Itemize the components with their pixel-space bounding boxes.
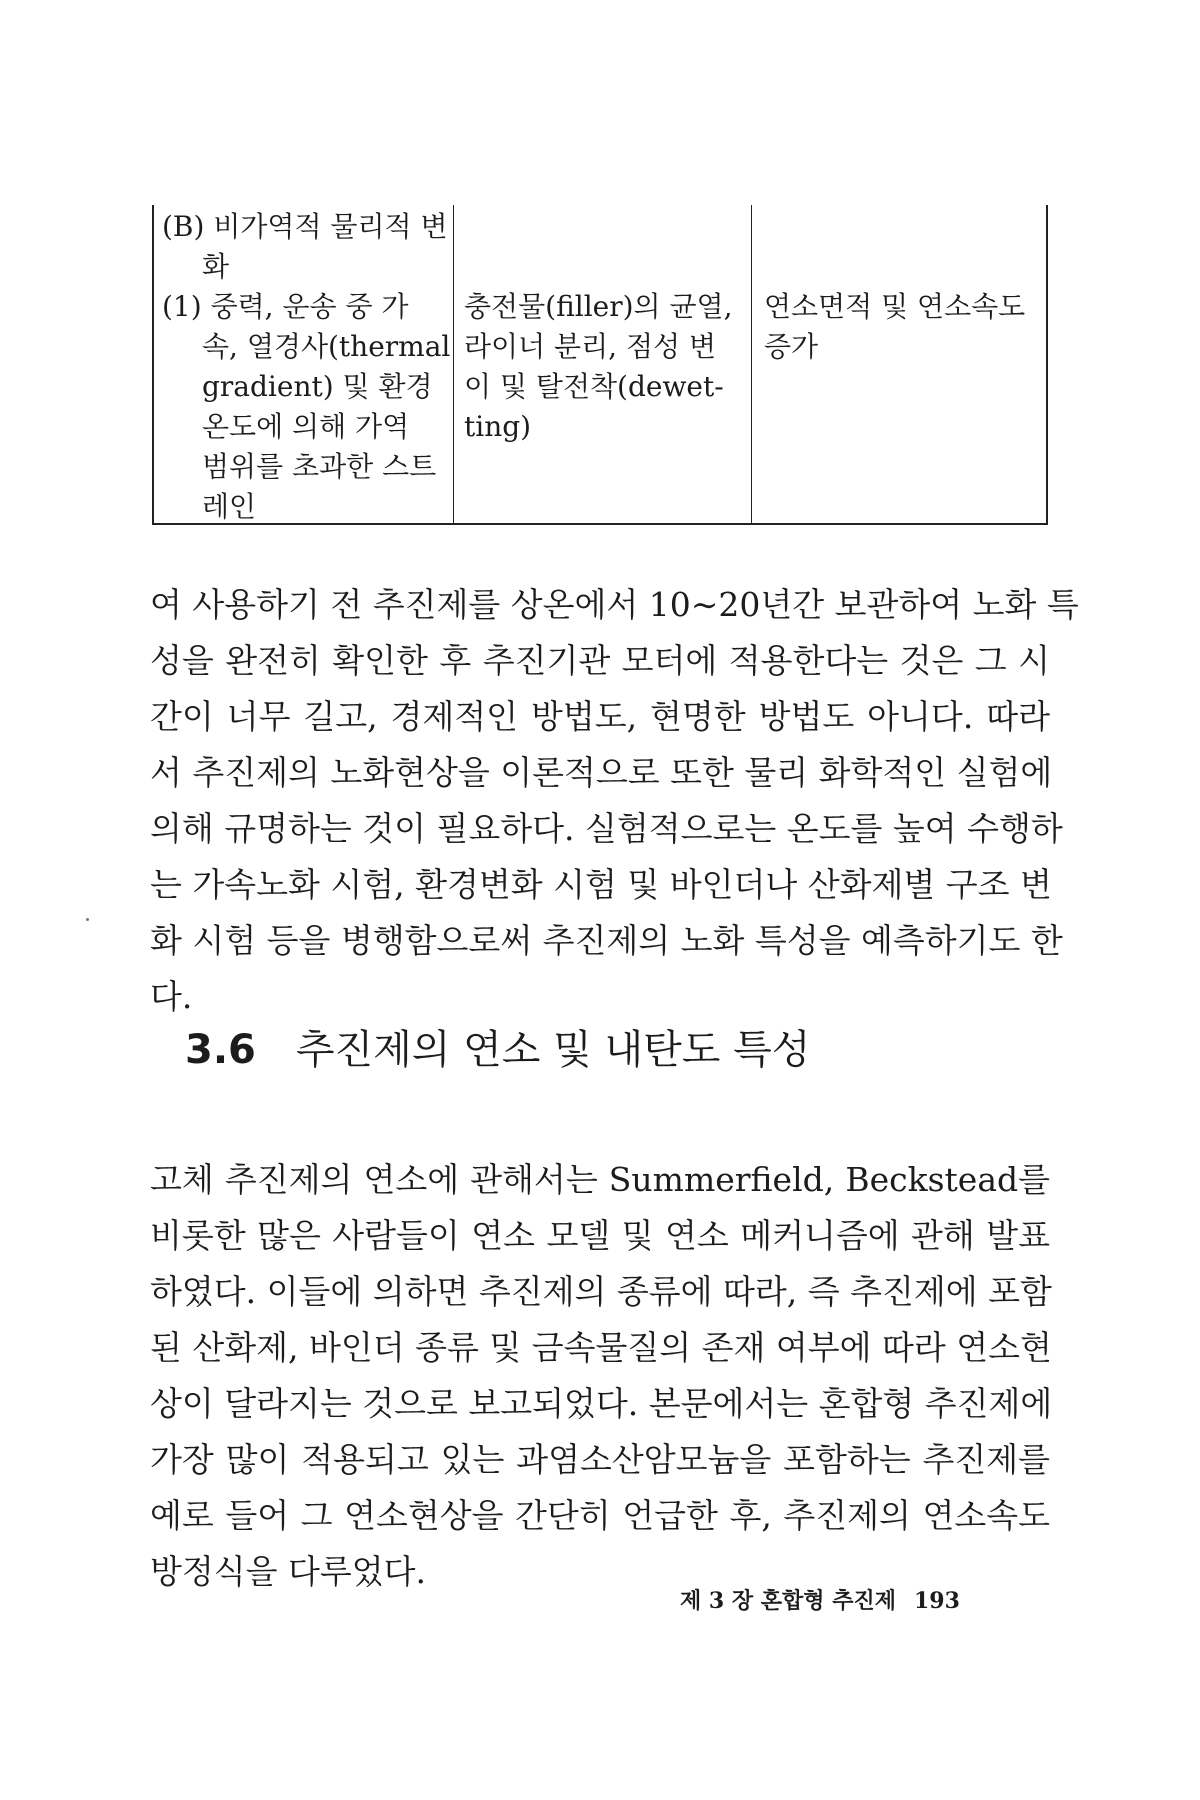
paragraph-line: 예로 들어 그 연소현상을 간단히 언급한 후, 추진제의 연소속도 xyxy=(150,1496,1050,1535)
paragraph-line: 의해 규명하는 것이 필요하다. 실험적으로는 온도를 높여 수행하 xyxy=(150,809,1063,848)
paragraph-line: 하였다. 이들에 의하면 추진제의 종류에 따라, 즉 추진제에 포함 xyxy=(150,1272,1052,1311)
paragraph-line: 여 사용하기 전 추진제를 상온에서 10∼20년간 보관하여 노화 특 xyxy=(150,585,1079,624)
margin-dot xyxy=(86,918,89,921)
table-cell-line: 라이너 분리, 점성 변 xyxy=(464,330,716,363)
paragraph-line: 비롯한 많은 사람들이 연소 모델 및 연소 메커니즘에 관해 발표 xyxy=(150,1216,1050,1255)
table-cell-line: 레인 xyxy=(202,490,257,523)
table-column-effect xyxy=(752,205,1046,523)
chapter-label: 제 3 장 혼합형 추진제 xyxy=(680,1588,896,1614)
table-cell-line: (1) 중력, 운송 중 가 xyxy=(162,290,409,323)
table-cell-line: 화 xyxy=(202,250,230,283)
table-column-cause xyxy=(154,205,454,523)
paragraph-line: 는 가속노화 시험, 환경변화 시험 및 바인더나 산화제별 구조 변 xyxy=(150,865,1052,904)
paragraph-line: 서 추진제의 노화현상을 이론적으로 또한 물리 화학적인 실험에 xyxy=(150,753,1053,792)
table-cell-line: 이 및 탈전착(dewet- xyxy=(464,370,724,403)
section-title: 추진제의 연소 및 내탄도 특성 xyxy=(295,1027,811,1073)
table-cell-line: 연소면적 및 연소속도 xyxy=(764,290,1026,323)
property-change-table xyxy=(152,205,1048,525)
page-footer xyxy=(680,1586,960,1616)
paragraph-line: 방정식을 다루었다. xyxy=(150,1552,427,1591)
paragraph-line: 상이 달라지는 것으로 보고되었다. 본문에서는 혼합형 추진제에 xyxy=(150,1384,1053,1423)
paragraph-line: 가장 많이 적용되고 있는 과염소산암모늄을 포함하는 추진제를 xyxy=(150,1440,1050,1479)
table-cell-line: 증가 xyxy=(764,330,819,363)
table-column-phenomenon xyxy=(454,205,752,523)
table-cell-line: 온도에 의해 가역 xyxy=(202,410,410,443)
table-cell-line: ting) xyxy=(464,410,532,443)
table-cell-line: 범위를 초과한 스트 xyxy=(202,450,437,483)
table-cell-line: gradient) 및 환경 xyxy=(202,370,433,403)
table-cell-line: (B) 비가역적 물리적 변 xyxy=(162,210,448,243)
paragraph-line: 간이 너무 길고, 경제적인 방법도, 현명한 방법도 아니다. 따라 xyxy=(150,697,1050,736)
paragraph-line: 화 시험 등을 병행함으로써 추진제의 노화 특성을 예측하기도 한 xyxy=(150,921,1063,960)
paragraph-line: 성을 완전히 확인한 후 추진기관 모터에 적용한다는 것은 그 시 xyxy=(150,641,1050,680)
section-number: 3.6 xyxy=(185,1027,256,1073)
paragraph-line: 다. xyxy=(150,977,193,1016)
page-number: 193 xyxy=(913,1588,960,1614)
table-cell-line: 충전물(filler)의 균열, xyxy=(464,290,733,323)
table-cell-line: 속, 열경사(thermal xyxy=(202,330,451,363)
paragraph-line: 된 산화제, 바인더 종류 및 금속물질의 존재 여부에 따라 연소현 xyxy=(150,1328,1052,1367)
section-heading xyxy=(185,1025,810,1075)
paragraph-line: 고체 추진제의 연소에 관해서는 Summerfield, Beckstead를 xyxy=(150,1160,1050,1199)
